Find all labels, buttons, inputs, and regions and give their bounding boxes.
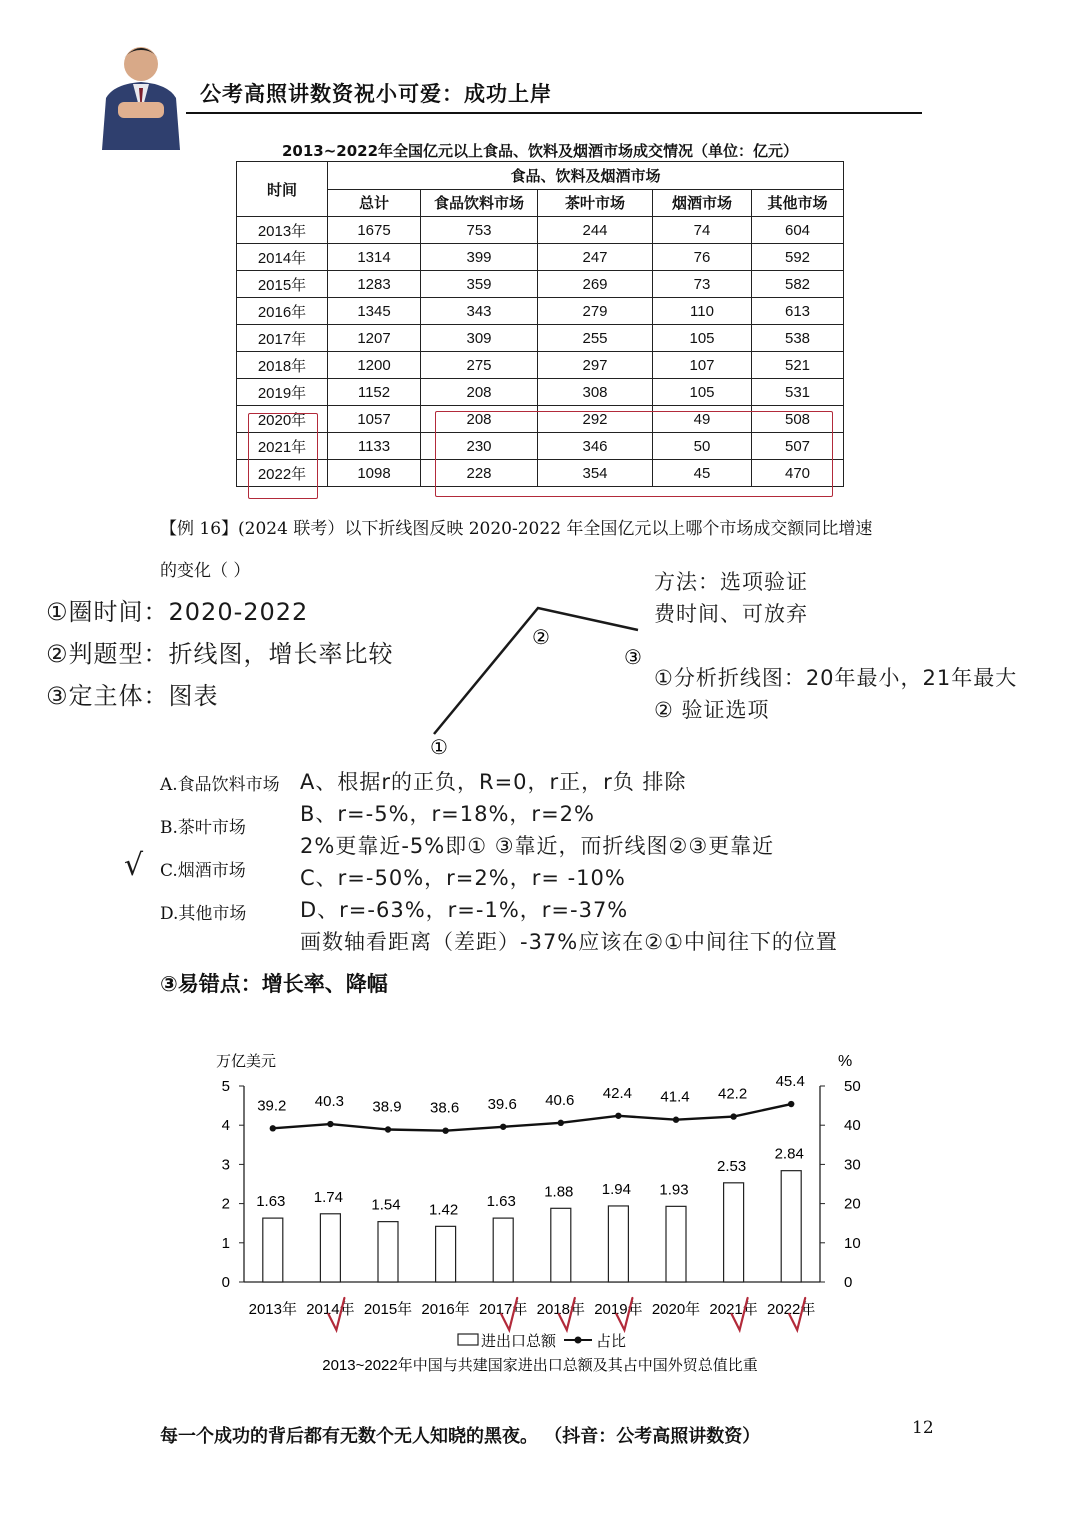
option-a[interactable]: A.食品饮料市场 <box>160 775 280 795</box>
header-divider <box>186 112 922 114</box>
sketch-label-1: ① <box>430 737 448 759</box>
value-cell: 255 <box>538 325 653 352</box>
value-cell: 592 <box>752 244 844 271</box>
bar-2021年 <box>724 1183 744 1282</box>
x-tick-label: 2014年 <box>306 1301 355 1318</box>
value-cell: 1314 <box>328 244 421 271</box>
bar-value-label: 1.74 <box>313 1188 344 1206</box>
bar-2013年 <box>263 1218 283 1282</box>
table-row <box>237 352 844 379</box>
table-header-row <box>237 189 844 217</box>
value-cell: 208 <box>421 379 538 406</box>
value-cell: 354 <box>538 460 653 487</box>
value-cell: 508 <box>752 406 844 433</box>
value-cell: 343 <box>421 298 538 325</box>
x-tick-label: 2018年 <box>536 1301 585 1318</box>
note-option-d-extra: 画数轴看距离（差距）-37%应该在②①中间往下的位置 <box>300 930 838 954</box>
value-cell: 1283 <box>328 271 421 298</box>
value-cell: 275 <box>421 352 538 379</box>
share-value-label: 42.4 <box>602 1084 633 1102</box>
table-corner-header: 时间 <box>237 162 328 217</box>
bar-2022年 <box>781 1171 801 1282</box>
value-cell: 279 <box>538 298 653 325</box>
share-value-label: 40.3 <box>314 1093 345 1111</box>
right-tick-label: 50 <box>844 1078 861 1095</box>
bar-value-label: 1.88 <box>544 1183 574 1201</box>
table-row <box>237 298 844 325</box>
chart-title: 2013~2022年中国与共建国家进出口总额及其占中国外贸总值比重 <box>322 1357 758 1374</box>
share-point <box>327 1121 333 1127</box>
sketch-label-2: ② <box>532 627 550 649</box>
share-point <box>615 1113 621 1119</box>
value-cell: 531 <box>752 379 844 406</box>
value-cell: 521 <box>752 352 844 379</box>
bar-value-label: 1.63 <box>486 1193 516 1211</box>
row-year-cell: 2013年 <box>237 217 328 244</box>
value-cell: 45 <box>653 460 752 487</box>
value-cell: 346 <box>538 433 653 460</box>
share-line <box>273 1104 791 1131</box>
value-cell: 1207 <box>328 325 421 352</box>
note-analysis-1: ①分析折线图：20年最小，21年最大 <box>654 666 1018 690</box>
share-value-label: 39.2 <box>257 1097 287 1115</box>
option-d[interactable]: D.其他市场 <box>160 904 247 924</box>
sketch-line-chart <box>420 596 660 762</box>
x-tick-label: 2021年 <box>709 1301 758 1318</box>
bar-2014年 <box>320 1214 340 1282</box>
value-cell: 73 <box>653 271 752 298</box>
left-tick-label: 0 <box>221 1274 230 1291</box>
row-year-cell: 2018年 <box>237 352 328 379</box>
share-value-label: 45.4 <box>775 1073 805 1091</box>
value-cell: 470 <box>752 460 844 487</box>
x-tick-label: 2015年 <box>363 1301 413 1318</box>
value-cell: 753 <box>421 217 538 244</box>
note-analysis-2: ② 验证选项 <box>654 698 770 722</box>
note-option-b-extra: 2%更靠近-5%即① ③靠近，而折线图②③更靠近 <box>300 834 775 858</box>
value-cell: 76 <box>653 244 752 271</box>
value-cell: 399 <box>421 244 538 271</box>
check-mark-icon: √ <box>124 848 145 883</box>
question-stem: 【例 16】(2024 联考）以下折线图反映 2020-2022 年全国亿元以上哪个市场成交额同比增速 <box>160 519 873 539</box>
left-tick-label: 5 <box>221 1078 230 1095</box>
value-cell: 49 <box>653 406 752 433</box>
value-cell: 269 <box>538 271 653 298</box>
x-tick-label: 2020年 <box>651 1301 701 1318</box>
row-year-cell: 2016年 <box>237 298 328 325</box>
value-cell: 297 <box>538 352 653 379</box>
table-row <box>237 271 844 298</box>
bar-value-label: 1.63 <box>256 1193 286 1211</box>
value-cell: 105 <box>653 379 752 406</box>
col-header: 茶叶市场 <box>538 189 653 217</box>
legend-bar-label: 进出口总额 <box>481 1333 557 1350</box>
share-value-label: 38.6 <box>429 1099 460 1117</box>
left-tick-label: 1 <box>221 1234 230 1252</box>
option-b[interactable]: B.茶叶市场 <box>160 818 246 838</box>
value-cell: 359 <box>421 271 538 298</box>
bar-value-label: 1.93 <box>659 1181 689 1199</box>
chart-ylabel: 万亿美元 <box>216 1053 277 1070</box>
header-title: 公考高照讲数资祝小可爱：成功上岸 <box>200 82 552 106</box>
value-cell: 74 <box>653 217 752 244</box>
value-cell: 292 <box>538 406 653 433</box>
table-row <box>237 217 844 244</box>
value-cell: 247 <box>538 244 653 271</box>
section-title: ③易错点：增长率、降幅 <box>160 972 388 996</box>
row-year-cell: 2022年 <box>237 460 328 487</box>
share-value-label: 39.6 <box>487 1095 517 1113</box>
bar-2017年 <box>493 1218 513 1282</box>
option-c[interactable]: C.烟酒市场 <box>160 861 246 881</box>
bar-value-label: 1.54 <box>371 1196 401 1214</box>
row-year-cell: 2014年 <box>237 244 328 271</box>
col-header: 烟酒市场 <box>653 189 752 217</box>
right-tick-label: 10 <box>844 1234 861 1252</box>
note-option-c: C、r=-50%，r=2%，r= -10% <box>300 866 626 890</box>
right-tick-label: 20 <box>844 1195 861 1213</box>
bar-2016年 <box>436 1226 456 1282</box>
share-point <box>788 1101 794 1107</box>
value-cell: 208 <box>421 406 538 433</box>
value-cell: 1057 <box>328 406 421 433</box>
share-point <box>730 1113 736 1119</box>
note-method: 方法：选项验证 <box>654 570 808 594</box>
bar-value-label: 2.53 <box>716 1157 747 1175</box>
page-number: 12 <box>912 1418 934 1438</box>
table-group-header: 食品、饮料及烟酒市场 <box>328 162 844 190</box>
value-cell: 228 <box>421 460 538 487</box>
left-tick-label: 2 <box>221 1195 230 1213</box>
share-value-label: 38.9 <box>372 1098 402 1116</box>
value-cell: 105 <box>653 325 752 352</box>
note-method-cost: 费时间、可放弃 <box>654 602 808 626</box>
row-year-cell: 2020年 <box>237 406 328 433</box>
value-cell: 230 <box>421 433 538 460</box>
share-point <box>500 1124 506 1130</box>
table-row <box>237 244 844 271</box>
col-header: 食品饮料市场 <box>421 189 538 217</box>
note-step1: ①圈时间：2020-2022 <box>46 598 309 626</box>
right-tick-label: 0 <box>844 1274 853 1291</box>
value-cell: 107 <box>653 352 752 379</box>
value-cell: 244 <box>538 217 653 244</box>
chart-y2label: % <box>838 1053 853 1070</box>
share-value-label: 41.4 <box>660 1088 690 1106</box>
bar-2020年 <box>666 1206 686 1282</box>
right-tick-label: 30 <box>844 1156 861 1174</box>
col-header: 总计 <box>328 189 421 217</box>
value-cell: 1098 <box>328 460 421 487</box>
legend-line-label: 占比 <box>596 1333 627 1350</box>
footer-quote: 每一个成功的背后都有无数个无人知晓的黑夜。 （抖音：公考高照讲数资） <box>160 1426 761 1447</box>
note-option-a: A、根据r的正负，R=0，r正，r负 排除 <box>300 770 687 794</box>
row-year-cell: 2015年 <box>237 271 328 298</box>
x-tick-label: 2016年 <box>421 1301 470 1318</box>
value-cell: 1152 <box>328 379 421 406</box>
row-year-cell: 2019年 <box>237 379 328 406</box>
question-stem-cont: 的变化（ ） <box>160 561 251 581</box>
value-cell: 507 <box>752 433 844 460</box>
trade-chart <box>200 1040 880 1380</box>
value-cell: 613 <box>752 298 844 325</box>
note-option-d: D、r=-63%，r=-1%，r=-37% <box>300 898 629 922</box>
legend-line-marker <box>575 1337 582 1344</box>
chart-legend <box>458 1333 626 1350</box>
value-cell: 110 <box>653 298 752 325</box>
bar-2018年 <box>551 1208 571 1282</box>
bar-value-label: 1.94 <box>601 1180 632 1198</box>
value-cell: 1200 <box>328 352 421 379</box>
share-point <box>270 1125 276 1131</box>
legend-bar-swatch <box>458 1334 478 1345</box>
col-header: 其他市场 <box>752 189 844 217</box>
share-point <box>385 1126 391 1132</box>
table-title: 2013~2022年全国亿元以上食品、饮料及烟酒市场成交情况（单位：亿元） <box>281 142 799 160</box>
value-cell: 50 <box>653 433 752 460</box>
value-cell: 309 <box>421 325 538 352</box>
presenter-avatar <box>100 40 182 150</box>
note-step2: ②判题型：折线图，增长率比较 <box>46 640 394 668</box>
highlight-values-box <box>435 411 833 497</box>
share-point <box>558 1120 564 1126</box>
share-point <box>673 1117 679 1123</box>
x-tick-label: 2019年 <box>594 1301 643 1318</box>
left-tick-label: 4 <box>221 1117 230 1135</box>
note-option-b: B、r=-5%，r=18%，r=2% <box>300 802 595 826</box>
bar-2015年 <box>378 1222 398 1282</box>
value-cell: 1675 <box>328 217 421 244</box>
value-cell: 604 <box>752 217 844 244</box>
x-tick-label: 2013年 <box>248 1301 297 1318</box>
value-cell: 308 <box>538 379 653 406</box>
bar-2019年 <box>608 1206 628 1282</box>
x-tick-label: 2022年 <box>767 1301 816 1318</box>
share-value-label: 42.2 <box>717 1085 748 1103</box>
sketch-label-3: ③ <box>624 647 642 669</box>
value-cell: 538 <box>752 325 844 352</box>
x-tick-label: 2017年 <box>479 1301 528 1318</box>
note-step3: ③定主体：图表 <box>46 682 219 710</box>
table-row <box>237 325 844 352</box>
bar-value-label: 1.42 <box>428 1201 459 1219</box>
bar-value-label: 2.84 <box>774 1145 804 1163</box>
right-tick-label: 40 <box>844 1117 861 1135</box>
value-cell: 1345 <box>328 298 421 325</box>
share-point <box>442 1127 448 1133</box>
row-year-cell: 2021年 <box>237 433 328 460</box>
value-cell: 1133 <box>328 433 421 460</box>
row-year-cell: 2017年 <box>237 325 328 352</box>
highlight-years-box <box>248 413 318 499</box>
table-row <box>237 379 844 406</box>
left-tick-label: 3 <box>221 1156 230 1174</box>
value-cell: 582 <box>752 271 844 298</box>
share-value-label: 40.6 <box>545 1091 575 1109</box>
